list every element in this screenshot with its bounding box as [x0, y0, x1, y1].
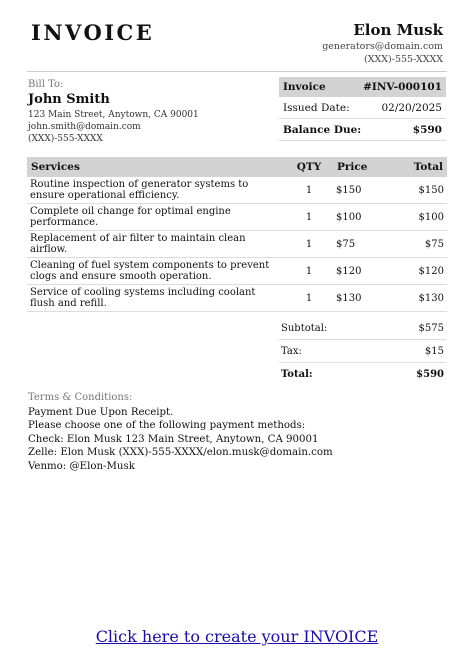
- subtotal-value: $575: [418, 322, 444, 334]
- service-qty: 1: [285, 204, 333, 231]
- service-description: Replacement of air filter to maintain clean airflow.: [27, 231, 285, 258]
- service-qty: 1: [285, 177, 333, 204]
- service-price: $120: [333, 258, 391, 285]
- qty-header: QTY: [285, 157, 333, 177]
- price-header: Price: [333, 157, 391, 177]
- invoice-label: Invoice: [283, 81, 326, 93]
- invoice-summary: [279, 77, 446, 141]
- services-table-header: [27, 157, 447, 177]
- service-description: Cleaning of fuel system components to prevent clogs and ensure smooth operation.: [27, 258, 285, 285]
- table-row: [27, 258, 447, 285]
- balance-due-value: $590: [412, 123, 442, 136]
- services-header: Services: [27, 157, 285, 177]
- service-price: $100: [333, 204, 391, 231]
- service-description: Complete oil change for optimal engine performance.: [27, 204, 285, 231]
- service-qty: 1: [285, 231, 333, 258]
- service-price: $150: [333, 177, 391, 204]
- terms-line: Payment Due Upon Receipt.: [28, 407, 174, 418]
- client-address: 123 Main Street, Anytown, CA 90001: [28, 110, 199, 120]
- service-total: $75: [391, 231, 447, 258]
- service-total: $100: [391, 204, 447, 231]
- terms-label: Terms & Conditions:: [28, 392, 133, 403]
- tax-value: $15: [424, 345, 444, 357]
- company-email: generators@domain.com: [322, 41, 443, 52]
- table-row: [27, 177, 447, 204]
- terms-body: [28, 406, 333, 473]
- subtotal-label: Subtotal:: [281, 322, 328, 334]
- service-description: Routine inspection of generator systems to ensure operational efficiency.: [27, 177, 285, 204]
- invoice-number: #INV-000101: [363, 81, 442, 93]
- header-divider: [27, 71, 447, 72]
- terms-line: Venmo: @Elon-Musk: [28, 460, 135, 472]
- table-row: [27, 204, 447, 231]
- service-price: $130: [333, 285, 391, 312]
- client-name: John Smith: [28, 92, 110, 107]
- terms-line: Zelle: Elon Musk (XXX)-555-XXXX/elon.musk@domain.com: [28, 447, 333, 459]
- service-total: $130: [391, 285, 447, 312]
- table-row: [27, 231, 447, 258]
- service-total: $150: [391, 177, 447, 204]
- services-table: [27, 157, 447, 312]
- client-email: john.smith@domain.com: [28, 122, 141, 132]
- summary-header-row: [279, 77, 446, 97]
- grand-total-label: Total:: [281, 368, 313, 380]
- tax-row: [279, 340, 446, 363]
- terms-line: Please choose one of the following payment methods:: [28, 420, 306, 432]
- balance-due-row: [279, 119, 446, 141]
- grand-total-value: $590: [416, 368, 444, 380]
- total-header: Total: [391, 157, 447, 177]
- balance-due-label: Balance Due:: [283, 123, 362, 136]
- bill-to-label: Bill To:: [28, 79, 64, 90]
- grand-total-row: [279, 363, 446, 385]
- service-price: $75: [333, 231, 391, 258]
- create-invoice-link[interactable]: Click here to create your INVOICE: [95, 627, 379, 646]
- tax-label: Tax:: [281, 345, 302, 357]
- client-phone: (XXX)-555-XXXX: [28, 134, 103, 144]
- issued-date-value: 02/20/2025: [381, 101, 442, 114]
- service-total: $120: [391, 258, 447, 285]
- service-description: Service of cooling systems including coolant flush and refill.: [27, 285, 285, 312]
- company-name: Elon Musk: [353, 21, 443, 39]
- service-qty: 1: [285, 285, 333, 312]
- issued-date-label: Issued Date:: [283, 101, 350, 114]
- table-row: [27, 285, 447, 312]
- company-phone: (XXX)-555-XXXX: [364, 54, 443, 65]
- invoice-title: INVOICE: [31, 20, 155, 45]
- subtotal-row: [279, 317, 446, 340]
- terms-line: Check: Elon Musk 123 Main Street, Anytown, CA 90001: [28, 433, 319, 445]
- issued-date-row: [279, 97, 446, 119]
- totals-block: [279, 317, 446, 385]
- service-qty: 1: [285, 258, 333, 285]
